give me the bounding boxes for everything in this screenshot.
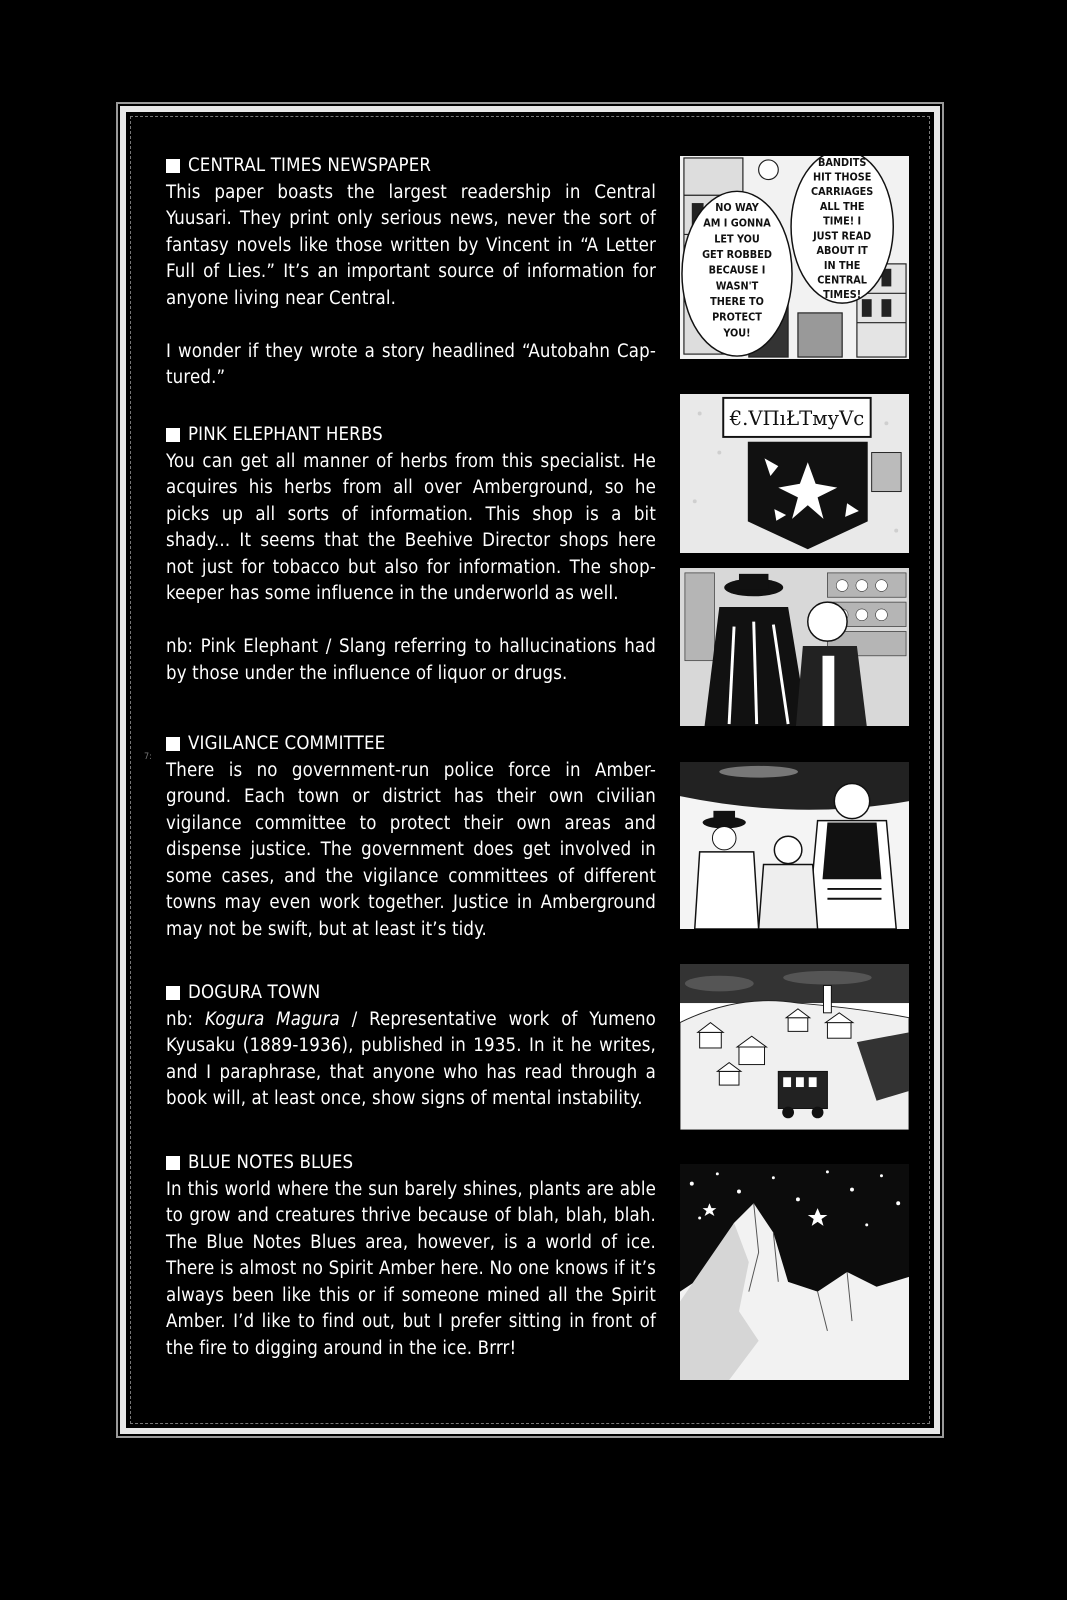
svg-text:LET YOU: LET YOU [714, 232, 760, 246]
svg-text:GET ROBBED: GET ROBBED [702, 248, 772, 261]
section-paragraph: In this world where the sun barely shines, plants are able to grow and creatures thrive because of blah, blah, blah. The Blue Notes Blues area, however, is a world of ice. There is almost no Spirit Amber here. No one knows if it’s always been like this or if someone mined all the Spirit Amber. I’d like to find out, but I prefer sitting in front of the fire to digging around in the ice. Brrr! [166, 1178, 656, 1359]
bubble-right-text [811, 156, 873, 301]
section-blue-notes-blues [166, 1150, 656, 1362]
section-heading [166, 731, 656, 758]
square-bullet-icon [166, 737, 180, 751]
section-paragraph [166, 1007, 656, 1113]
svg-text:CARRIAGES: CARRIAGES [811, 185, 874, 199]
dogura-town-illustration [680, 964, 909, 1130]
svg-text:AM I GONNA: AM I GONNA [703, 216, 771, 230]
svg-text:PROTECT: PROTECT [712, 310, 762, 324]
section-central-times [166, 153, 656, 392]
section-title: PINK ELEPHANT HERBS [188, 424, 383, 445]
square-bullet-icon [166, 428, 180, 442]
section-heading [166, 1150, 656, 1177]
square-bullet-icon [166, 986, 180, 1000]
section-paragraph: This paper boasts the largest readership in Central Yuusari. They print only serious news, never the sort of fantasy novels like those written by Vincent in “A Letter Full of Lies.” It’s an important source of information for anyone living near Central. [166, 181, 656, 309]
svg-text:CENTRAL: CENTRAL [817, 273, 868, 287]
svg-text:ABOUT IT: ABOUT IT [816, 244, 868, 258]
section-paragraph: You can get all manner of herbs from this specialist. He acquires his herbs from all over Amberground, so he picks up all sorts of information. This shop is a bit shady... It seems that the Beehive Director shops here not just for tobacco but also for information. The shop-keeper has some influence in the underworld as well. [166, 450, 656, 604]
section-heading [166, 980, 656, 1007]
bubble-left-text [702, 201, 772, 340]
section-heading [166, 153, 656, 180]
svg-text:JUST READ: JUST READ [813, 229, 872, 243]
section-title: BLUE NOTES BLUES [188, 1152, 354, 1173]
section-paragraph: There is no government-run police force in Amber-ground. Each town or district has their own civilian vigilance committee to protect their own areas and dispense justice. The government does get involved in some cases, and the vigilance committees of different towns may even work together. Justice in Amberground may not be swift, but at least it’s tidy. [166, 759, 656, 940]
street-scene-illustration [680, 156, 909, 359]
section-dogura-town [166, 980, 656, 1113]
vigilance-illustration [680, 762, 909, 929]
shop-sign-text: €.VΠıŁТмуVc [729, 407, 865, 431]
nb-prefix: nb: [166, 1008, 205, 1030]
nb-text: / Representative work of Yumeno Kyusaku (1889-1936), published in 1935. In it he writes, and I paraphrase, that anyone who has read through a book will, at least once, show signs of mental instability. [166, 1008, 656, 1109]
ice-mountain-illustration [680, 1164, 909, 1380]
square-bullet-icon [166, 1156, 180, 1170]
herb-shop-illustration [680, 568, 909, 726]
section-title: DOGURA TOWN [188, 982, 321, 1003]
section-heading [166, 422, 656, 449]
svg-text:BECAUSE I: BECAUSE I [708, 263, 766, 277]
shop-sign-illustration [680, 394, 909, 553]
svg-text:ALL THE: ALL THE [819, 199, 865, 213]
square-bullet-icon [166, 159, 180, 173]
section-paragraph: I wonder if they wrote a story headlined “Autobahn Cap-tured.” [166, 340, 656, 388]
manga-panel-vigilance [678, 760, 911, 931]
svg-text:BANDITS: BANDITS [818, 156, 867, 169]
svg-text:YOU!: YOU! [723, 326, 751, 340]
section-vigilance-committee [166, 731, 656, 943]
manga-panel-dogura-town [678, 962, 911, 1132]
svg-text:THERE TO: THERE TO [710, 295, 764, 309]
manga-panel-blue-notes [678, 1162, 911, 1382]
section-title: VIGILANCE COMMITTEE [188, 733, 386, 754]
nb-book-title: Kogura Magura [204, 1008, 340, 1030]
manga-panel-street [678, 154, 911, 361]
manga-panel-herb-shop [678, 566, 911, 728]
manga-panel-shop-sign [678, 392, 911, 555]
section-pink-elephant [166, 422, 656, 687]
margin-mark: 7: [144, 752, 152, 762]
svg-text:TIMES!: TIMES! [823, 288, 862, 302]
svg-text:TIME! I: TIME! I [823, 214, 862, 228]
svg-text:WASN'T: WASN'T [715, 279, 759, 293]
svg-text:HIT THOSE: HIT THOSE [812, 170, 872, 184]
section-paragraph: nb: Pink Elephant / Slang referring to hallucinations had by those under the influence of liquor or drugs. [166, 636, 656, 684]
section-title: CENTRAL TIMES NEWSPAPER [188, 155, 432, 176]
svg-text:IN THE: IN THE [823, 258, 861, 272]
svg-text:NO WAY: NO WAY [715, 200, 759, 214]
